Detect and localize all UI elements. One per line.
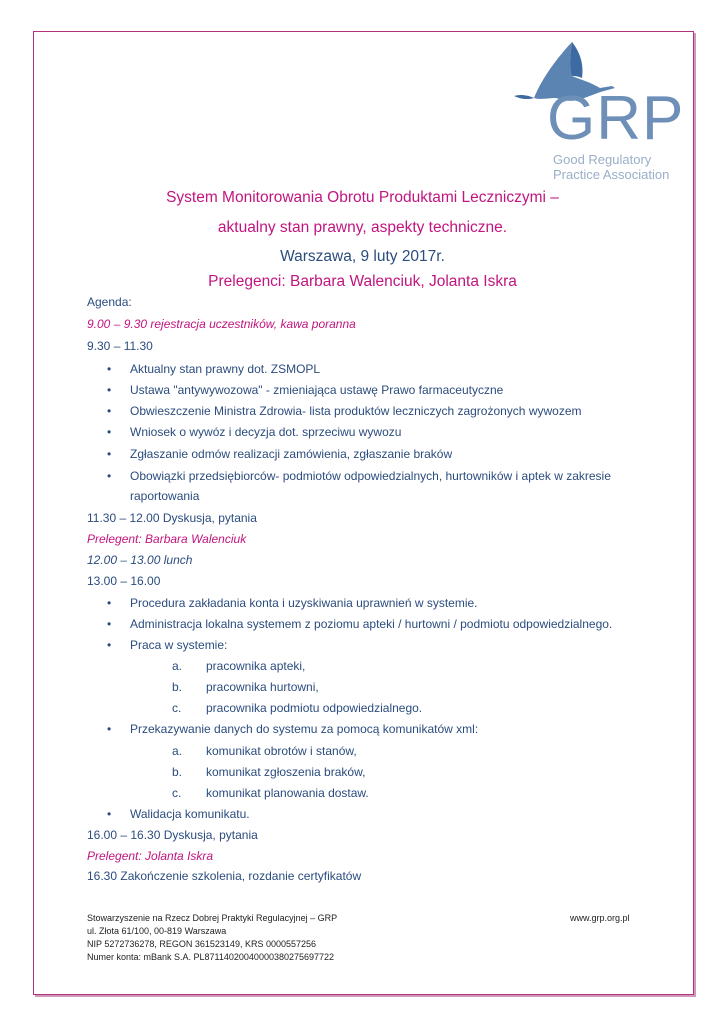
sub-item-label: b. (172, 680, 183, 694)
sub-item: pracownika podmiotu odpowiedzialnego. (206, 701, 423, 715)
footer-org-name: Stowarzyszenie na Rzecz Dobrej Praktyki Regulacyjnej – GRP (87, 913, 338, 923)
title-line-2: aktualny stan prawny, aspekty techniczne. (217, 219, 508, 236)
logo-subtitle: Good Regulatory Practice Association (553, 152, 670, 182)
sub-item: komunikat obrotów i stanów, (206, 744, 357, 758)
sub-item-label: b. (172, 765, 183, 779)
footer-address: ul. Złota 61/100, 00-819 Warszawa (87, 926, 227, 936)
bullet-icon: • (107, 404, 112, 418)
list-item: Wniosek o wywóz i decyzja dot. sprzeciwu wywozu (130, 425, 402, 439)
logo-text: GRP (547, 84, 685, 153)
sub-item: komunikat zgłoszenia braków, (206, 765, 366, 779)
discussion1-line: 11.30 – 12.00 Dyskusja, pytania (87, 511, 257, 525)
list-item: Zgłaszanie odmów realizacji zamówienia, zgłaszanie braków (130, 447, 453, 461)
sub-item: pracownika hurtowni, (206, 680, 319, 694)
bullet-icon: • (107, 469, 112, 483)
closing-line: 16.30 Zakończenie szkolenia, rozdanie certyfikatów (87, 869, 362, 883)
list-item: Ustawa "antywywozowa" - zmieniająca ustawę Prawo farmaceutyczne (130, 383, 504, 397)
list-item-continuation: raportowania (130, 489, 200, 503)
bullet-icon: • (107, 596, 112, 610)
date-line: Warszawa, 9 luty 2017r. (280, 248, 445, 265)
list-item: Praca w systemie: (130, 638, 228, 652)
agenda-label: Agenda: (87, 295, 132, 309)
speaker2-line: Prelegent: Jolanta Iskra (87, 849, 214, 863)
bullet-icon: • (107, 638, 112, 652)
session2-time: 13.00 – 16.00 (87, 574, 161, 588)
registration-line: 9.00 – 9.30 rejestracja uczestników, kawa poranna (87, 317, 356, 331)
bullet-icon: • (107, 362, 112, 376)
footer-website-link[interactable]: www.grp.org.pl (570, 913, 630, 923)
sub-item: pracownika apteki, (206, 659, 306, 673)
discussion2-line: 16.00 – 16.30 Dyskusja, pytania (87, 828, 258, 842)
lunch-line: 12.00 – 13.00 lunch (87, 553, 193, 567)
list-item: Aktualny stan prawny dot. ZSMOPL (130, 362, 321, 376)
bullet-icon: • (107, 807, 112, 821)
bullet-icon: • (107, 617, 112, 631)
bullet-icon: • (107, 447, 112, 461)
footer-registry: NIP 5272736278, REGON 361523149, KRS 0000557256 (87, 939, 317, 949)
list-item: Obowiązki przedsiębiorców- podmiotów odpowiedzialnych, hurtowników i aptek w zakresie (130, 469, 611, 483)
sub-item: komunikat planowania dostaw. (206, 786, 369, 800)
sub-item-label: a. (172, 659, 183, 673)
list-item: Procedura zakładania konta i uzyskiwania uprawnień w systemie. (130, 596, 478, 610)
sub-item-label: c. (172, 701, 182, 715)
bullet-icon: • (107, 383, 112, 397)
sub-item-label: a. (172, 744, 183, 758)
list-item: Obwieszczenie Ministra Zdrowia- lista produktów leczniczych zagrożonych wywozem (130, 404, 582, 418)
list-item: Walidacja komunikatu. (130, 807, 250, 821)
session1-time: 9.30 – 11.30 (87, 339, 153, 353)
speakers-line: Prelegenci: Barbara Walenciuk, Jolanta Iskra (208, 273, 517, 290)
list-item: Przekazywanie danych do systemu za pomocą komunikatów xml: (130, 722, 479, 736)
sub-item-label: c. (172, 786, 182, 800)
list-item: Administracja lokalna systemem z poziomu apteki / hurtowni / podmiotu odpowiedzialnego. (130, 617, 613, 631)
bullet-icon: • (107, 722, 112, 736)
title-line-1: System Monitorowania Obrotu Produktami Leczniczymi – (166, 189, 559, 206)
bullet-icon: • (107, 425, 112, 439)
footer-bank-account: Numer konta: mBank S.A. PL87114020040000380275697722 (87, 952, 335, 962)
speaker1-line: Prelegent: Barbara Walenciuk (87, 532, 247, 546)
